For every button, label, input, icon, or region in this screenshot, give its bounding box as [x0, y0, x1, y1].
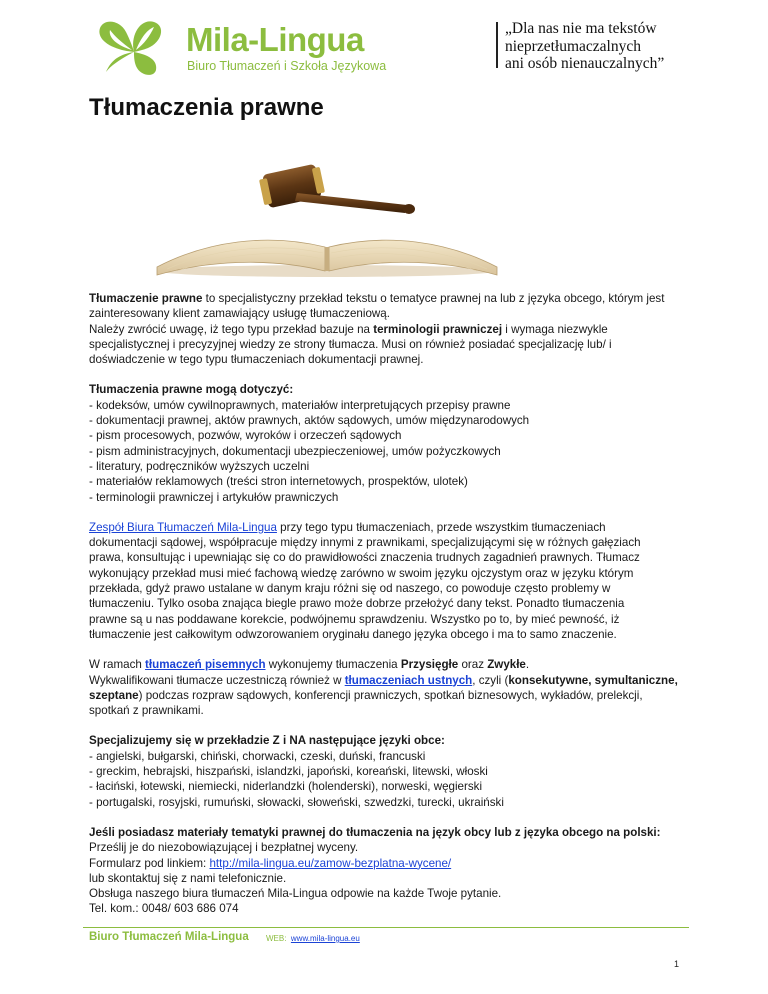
- languages-section: [89, 733, 684, 809]
- logo: [82, 14, 387, 78]
- oral-translations-link[interactable]: tłumaczeniach ustnych: [344, 673, 473, 687]
- team-paragraph: [89, 520, 684, 642]
- header-divider: [496, 22, 498, 68]
- header-quote: [505, 20, 664, 73]
- footer-web: [266, 934, 360, 943]
- interpreting-types: konsekutywne, symultaniczne,: [508, 673, 678, 687]
- page-header: [0, 0, 768, 80]
- logo-subtitle: Biuro Tłumaczeń i Szkoła Językowa: [187, 59, 387, 73]
- written-translations-link[interactable]: tłumaczeń pisemnych: [145, 658, 266, 672]
- quote-line: ani osób nienauczalnych”: [505, 55, 665, 72]
- team-text: prawa, konsultując i upewniając się co do prawidłowości znaczenia trudnych zagadnień prawnych. Tłumacz: [89, 551, 640, 565]
- types-text: .: [525, 658, 530, 672]
- team-text: wykonujący przekład musi mieć fachową wiedzę zarówno w swoim języku ojczystym oraz w języku którym: [89, 566, 634, 580]
- contact-text: Prześlij je do niezobowiązującej i bezpłatnej wyceny.: [89, 841, 359, 855]
- quote-form-link[interactable]: http://mila-lingua.eu/zamow-bezplatna-wycene/: [209, 856, 452, 870]
- list-item: - greckim, hebrajski, hiszpański, islandzki, japoński, koreański, litewski, włoski: [89, 765, 488, 779]
- list-item: - terminologii prawniczej i artykułów prawniczych: [89, 490, 339, 504]
- team-text: dokumentacji sądowej, współpracuje między innymi z prawnikami, specjalizującymi się w różnych gałęziach: [89, 536, 641, 550]
- quote-line: nieprzetłumaczalnych: [505, 37, 641, 55]
- areas-section: [89, 382, 684, 504]
- contact-text: lub skontaktuj się z nami telefonicznie.: [89, 871, 287, 885]
- page-number: 1: [674, 959, 680, 969]
- quote-line: „Dla nas nie ma tekstów: [505, 20, 657, 37]
- term-legal-translation: Tłumaczenie prawne: [89, 292, 203, 305]
- list-item: - materiałów reklamowych (treści stron internetowych, prospektów, ulotek): [89, 475, 468, 489]
- team-text: prawne są u nas poddawane korekcie, podwójnemu sprawdzeniu. Wszystko po to, by mieć pewność, iż: [89, 612, 620, 626]
- team-text: tłumaczeniu. Tylko osoba znająca biegle prawo może dobrze przełożyć dany tekst. Ponadto tłumaczenia: [89, 597, 625, 611]
- types-text: spotkań z prawnikami.: [89, 704, 204, 718]
- types-text: oraz: [458, 658, 488, 672]
- types-text: , czyli (: [472, 673, 509, 687]
- sworn-label: Przysięgłe: [400, 658, 459, 672]
- gavel-on-book-image: [147, 163, 507, 278]
- list-item: - dokumentacji prawnej, aktów prawnych, aktów sądowych, umów międzynarodowych: [89, 414, 530, 428]
- logo-title: Mila-Lingua: [186, 21, 364, 58]
- page-title: Tłumaczenia prawne: [89, 94, 324, 121]
- term-legal-terminology: terminologii prawniczej: [373, 322, 503, 336]
- languages-heading: Specjalizujemy się w przekładzie Z i NA następujące języki obce:: [89, 734, 445, 748]
- types-text: Wykwalifikowani tłumacze uczestniczą również w: [89, 673, 345, 687]
- intro-text: to specjalistyczny przekład tekstu o tematyce prawnej na lub z języka obcego, którym jest: [202, 292, 665, 305]
- intro-text: zainteresowany klient zamawiający usługę tłumaczeniową.: [89, 307, 390, 321]
- types-text: W ramach: [89, 658, 146, 672]
- footer-divider: [83, 927, 689, 928]
- contact-section: [89, 825, 684, 917]
- footer-web-link[interactable]: www.mila-lingua.eu: [290, 934, 360, 943]
- areas-heading: Tłumaczenia prawne mogą dotyczyć:: [89, 383, 294, 397]
- whispered-label: szeptane: [89, 688, 139, 702]
- list-item: - pism administracyjnych, dokumentacji ubezpieczeniowej, umów pożyczkowych: [89, 444, 501, 458]
- team-text: tłumaczenie jest całkowitym odwzorowaniem oryginału danego języka obcego i ma to samo znaczenie.: [89, 627, 617, 641]
- footer-web-label: WEB:: [266, 934, 287, 943]
- list-item: - łaciński, łotewski, niemiecki, niderlandzki (holenderski), norweski, węgierski: [89, 780, 483, 794]
- footer-company-name: Biuro Tłumaczeń Mila-Lingua: [89, 931, 249, 943]
- clover-logo-icon: [82, 14, 182, 78]
- intro-text: Należy zwrócić uwagę, iż tego typu przekład bazuje na: [89, 322, 374, 336]
- team-text: przy tego typu tłumaczeniach, przede wszystkim tłumaczeniach: [276, 520, 606, 534]
- types-text: ) podczas rozpraw sądowych, konferencji prawniczych, spotkań biznesowych, wykładów, prelekcji,: [138, 688, 643, 702]
- team-text: przekłada, gdyż prawo ustalane w danym kraju różni się od naszego, co powoduje często problemy w: [89, 582, 611, 596]
- list-item: - portugalski, rosyjski, rumuński, słowacki, słoweński, szwedzki, turecki, ukraiński: [89, 795, 504, 809]
- intro-text: doświadczenie w tego typu tłumaczeniach dokumentacji prawnej.: [89, 353, 424, 367]
- types-paragraph: [89, 657, 684, 718]
- contact-heading: Jeśli posiadasz materiały tematyki prawnej do tłumaczenia na język obcy lub z języka obcego na polski:: [89, 825, 661, 839]
- team-link[interactable]: Zespół Biura Tłumaczeń Mila-Lingua: [89, 520, 277, 534]
- contact-text: Obsługa naszego biura tłumaczeń Mila-Lingua odpowie na każde Twoje pytanie.: [89, 887, 502, 901]
- document-body: [89, 291, 684, 932]
- phone-number: Tel. kom.: 0048/ 603 686 074: [89, 902, 239, 916]
- ordinary-label: Zwykłe: [487, 658, 526, 672]
- list-item: - kodeksów, umów cywilnoprawnych, materiałów interpretujących przepisy prawne: [89, 398, 511, 412]
- intro-paragraph: [89, 291, 684, 367]
- list-item: - angielski, bułgarski, chiński, chorwacki, czeski, duński, francuski: [89, 749, 426, 763]
- types-text: wykonujemy tłumaczenia: [265, 658, 401, 672]
- contact-text: Formularz pod linkiem:: [89, 856, 210, 870]
- intro-text: specjalistycznej i precyzyjnej wiedzy ze strony tłumacza. Musi on również posiadać specjalizację lub/ i: [89, 337, 612, 351]
- intro-text: i wymaga niezwykle: [502, 322, 608, 336]
- list-item: - pism procesowych, pozwów, wyroków i orzeczeń sądowych: [89, 429, 402, 443]
- list-item: - literatury, podręczników wyższych uczelni: [89, 459, 310, 473]
